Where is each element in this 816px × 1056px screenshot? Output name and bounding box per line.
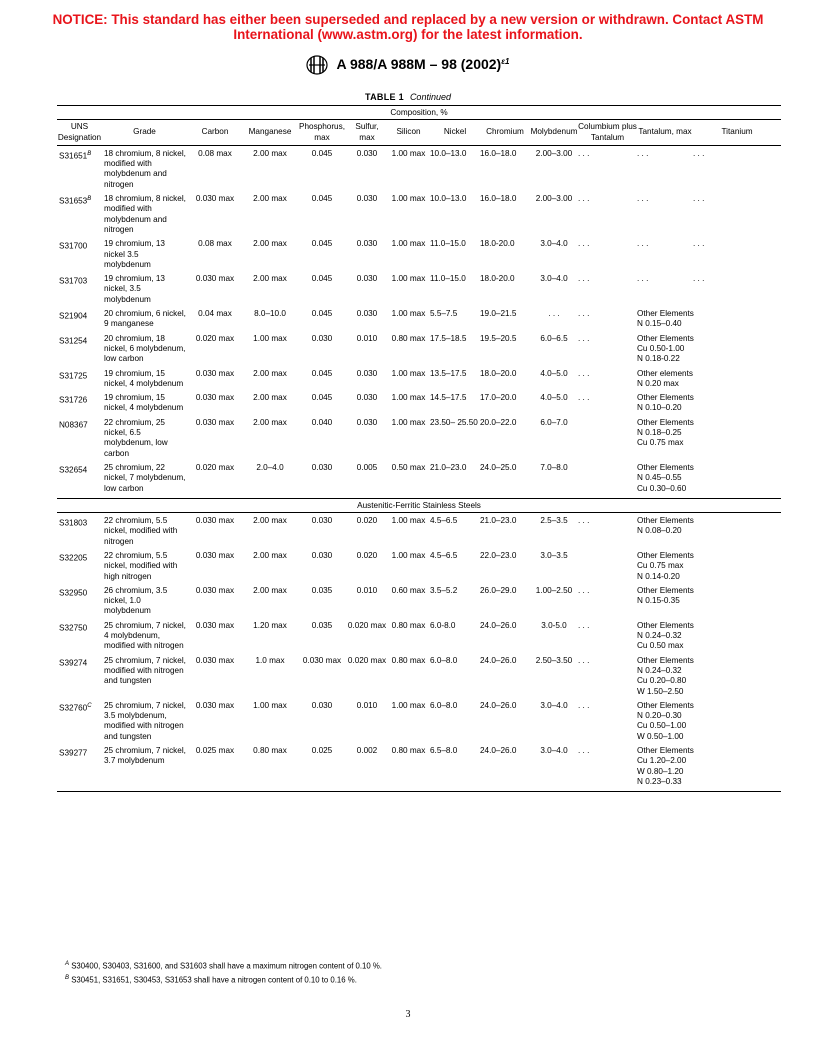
column-header: Carbon	[187, 120, 243, 146]
cell-c: 0.030 max	[195, 194, 235, 204]
table-row	[57, 746, 781, 792]
cell-s: 0.030	[356, 417, 378, 427]
column-header: Titanium	[693, 120, 781, 146]
uns-cell: S31703	[59, 276, 88, 286]
cell-si: 1.00 max	[391, 309, 426, 319]
column-header: Phosphorus, max	[297, 120, 347, 146]
uns-cell: S31254	[59, 336, 88, 346]
cell-cb: . . .	[578, 148, 590, 158]
cell-s: 0.005	[356, 462, 378, 472]
cell-s: 0.030	[356, 274, 378, 284]
table-row	[57, 145, 781, 194]
cell-cr: 24.0–26.0	[480, 746, 530, 792]
table-row	[57, 418, 781, 463]
cell-mn: 2.00 max	[253, 274, 287, 284]
cell-mo: 6.0–7.0	[540, 417, 568, 427]
footnote-b	[65, 973, 357, 986]
grade-cell: 19 chromium, 15 nickel, 4 molybdenum	[104, 393, 184, 413]
cell-ta: Other elements N 0.20 max	[637, 368, 693, 388]
footnote-a	[65, 959, 382, 972]
uns-cell: S31803	[59, 518, 88, 528]
cell-cr: 18.0-20.0	[480, 274, 515, 284]
notice-line-1: NOTICE: This standard has either been superseded and replaced by a new version or withdrawn. Contact ASTM	[52, 12, 764, 27]
cell-c: 0.030 max	[195, 417, 235, 427]
table-row	[57, 309, 781, 334]
cell-s: 0.020	[356, 516, 378, 526]
cell-ta: Other Elements N 0.20–0.30 Cu 0.50–1.00 W 0.50–1.00	[637, 700, 694, 741]
cell-mo: 2.00–3.00	[535, 194, 573, 204]
cell-mo: 3.0–4.0	[540, 700, 568, 710]
cell-ta: . . .	[637, 274, 649, 284]
cell-ni: 5.5–7.5	[430, 309, 458, 319]
cell-s: 0.002	[347, 746, 387, 792]
grade-cell: 25 chromium, 22 nickel, 7 molybdenum, low carbon	[104, 462, 186, 493]
grade-cell: 19 chromium, 13 nickel, 3.5 molybdenum	[104, 274, 165, 304]
uns-cell: S39277	[57, 746, 102, 792]
column-header: Columbium plus Tantalum	[578, 120, 637, 146]
table-body	[57, 145, 781, 791]
grade-cell: 26 chromium, 3.5 nickel, 1.0 molybdenum	[104, 585, 168, 616]
cell-ni: 14.5–17.5	[430, 393, 467, 403]
cell-si: 1.00 max	[391, 368, 426, 378]
cell-ni: 4.5–6.5	[430, 516, 458, 526]
cell-cb: . . .	[578, 655, 590, 665]
cell-cb: . . .	[578, 585, 590, 595]
cell-mn: 1.0 max	[255, 655, 285, 665]
table-row	[57, 551, 781, 586]
cell-p: 0.045	[311, 274, 333, 284]
column-header: Silicon	[387, 120, 430, 146]
cell-si: 0.80 max	[391, 620, 426, 630]
cell-p: 0.045	[311, 368, 333, 378]
uns-cell: $S31653^B$	[59, 196, 92, 206]
composition-table	[57, 105, 781, 792]
cell-cb: . . .	[578, 333, 590, 343]
cell-si: 1.00 max	[391, 516, 426, 526]
cell-s: 0.020 max	[347, 655, 387, 665]
cell-c: 0.030 max	[195, 655, 235, 665]
cell-mn: 2.00 max	[253, 417, 287, 427]
cell-cr: 19.0–21.5	[480, 309, 517, 319]
section-header-row	[57, 498, 781, 512]
cell-s: 0.030	[356, 194, 378, 204]
cell-mo: 1.00–2.50	[535, 585, 573, 595]
grade-cell: 19 chromium, 13 nickel 3.5 molybdenum	[104, 239, 165, 269]
cell-ni: 6.0-8.0	[430, 620, 456, 630]
cell-si: 1.00 max	[391, 239, 426, 249]
footnote-b-mark: B	[65, 975, 70, 981]
uns-cell: S31726	[59, 395, 88, 405]
cell-p: 0.045	[311, 393, 333, 403]
uns-cell: N08367	[59, 420, 88, 430]
column-header: Sulfur, max	[347, 120, 387, 146]
cell-c: 0.030 max	[195, 393, 235, 403]
cell-ti: . . .	[693, 194, 705, 204]
cell-mo: 6.0–6.5	[540, 333, 568, 343]
cell-cb: . . .	[578, 274, 590, 284]
grade-cell: 18 chromium, 8 nickel, modified with molybdenum and nitrogen	[104, 194, 186, 234]
column-header: Tantalum, max	[637, 120, 693, 146]
cell-si: 0.80 max	[391, 333, 426, 343]
grade-cell: 25 chromium, 7 nickel, modified with nitrogen and tungsten	[104, 655, 186, 686]
cell-c: 0.030 max	[195, 700, 235, 710]
footnote-a-text: S30400, S30403, S31600, and S31603 shall have a maximum nitrogen content of 0.10 %.	[71, 961, 382, 971]
table-row	[57, 463, 781, 498]
table-caption-number: TABLE 1	[365, 92, 404, 102]
cell-mo: 4.0–5.0	[540, 393, 568, 403]
table-row	[57, 586, 781, 621]
table-row	[57, 369, 781, 394]
cell-mo: 4.0–5.0	[540, 368, 568, 378]
cell-mo: 2.00–3.00	[535, 148, 573, 158]
cell-cb: . . .	[578, 309, 590, 319]
column-header: UNS Designation	[57, 120, 102, 146]
cell-p: 0.030	[311, 700, 333, 710]
cell-ta: Other Elements N 0.15-0.35	[637, 585, 694, 606]
section-title: Austenitic-Ferritic Stainless Steels	[57, 498, 781, 512]
cell-cb: . . .	[578, 194, 590, 204]
uns-cell: S32205	[59, 553, 88, 563]
uns-cell: $S31651^B$	[59, 150, 92, 161]
cell-ti: . . .	[693, 239, 705, 249]
cell-mo: . . .	[548, 309, 560, 319]
cell-mn: 2.00 max	[253, 194, 287, 204]
epsilon-mark: ε1	[501, 57, 510, 66]
cell-p: 0.045	[311, 309, 333, 319]
cell-s: 0.010	[356, 333, 378, 343]
cell-s: 0.020	[356, 550, 378, 560]
cell-mo: 3.0–3.5	[540, 550, 568, 560]
cell-ta: Other Elements Cu 0.50-1.00 N 0.18-0.22	[637, 333, 694, 364]
cell-si: 1.00 max	[391, 700, 426, 710]
cell-mo: 3.0-5.0	[541, 620, 567, 630]
cell-c: 0.030 max	[195, 274, 235, 284]
cell-ta: Other Elements Cu 0.75 max N 0.14-0.20	[637, 550, 694, 581]
cell-mn: 2.00 max	[253, 585, 287, 595]
cell-ta: . . .	[637, 148, 649, 158]
uns-cell: S31700	[59, 242, 88, 251]
page-number: 3	[405, 1009, 411, 1020]
cell-s: 0.030	[356, 239, 378, 249]
column-header: Molybdenum	[530, 120, 578, 146]
footnote-a-mark: A	[65, 961, 70, 967]
table-row	[57, 621, 781, 656]
cell-ni: 21.0–23.0	[430, 462, 467, 472]
grade-cell: 25 chromium, 7 nickel, 4 molybdenum, modified with nitrogen	[104, 620, 186, 651]
cell-ta: Other Elements N 0.15–0.40	[637, 309, 694, 329]
cell-cr: 18.0-20.0	[480, 239, 515, 249]
cell-mn: 2.00 max	[253, 148, 287, 158]
cell-mo: 3.0–4.0	[540, 274, 568, 284]
cell-cr: 18.0–20.0	[480, 368, 517, 378]
cell-ta: Other Elements N 0.24–0.32 Cu 0.50 max	[637, 620, 694, 651]
cell-cr: 22.0–23.0	[480, 550, 517, 560]
cell-ni: 6.0–8.0	[430, 655, 458, 665]
table-row	[57, 334, 781, 369]
cell-cr: 24.0–26.0	[480, 655, 517, 665]
notice-line-2: International (www.astm.org) for the latest information.	[233, 27, 583, 42]
cell-si: 0.80 max	[391, 655, 426, 665]
cell-p: 0.030	[311, 462, 333, 472]
grade-cell: 19 chromium, 15 nickel, 4 molybdenum	[104, 368, 184, 388]
composition-header: Composition, %	[57, 106, 781, 120]
uns-cell: S21904	[59, 311, 88, 321]
grade-cell: 25 chromium, 7 nickel, 3.5 molybdenum, modified with nitrogen and tungsten	[104, 700, 186, 741]
cell-p: 0.045	[311, 148, 333, 158]
cell-c: 0.030 max	[195, 620, 235, 630]
table-row	[57, 239, 781, 274]
cell-p: 0.030	[311, 516, 333, 526]
column-header-row	[57, 120, 781, 146]
cell-cb	[578, 551, 637, 586]
uns-cell: S32950	[59, 588, 88, 598]
cell-ta: . . .	[637, 194, 649, 204]
cell-si: 1.00 max	[391, 550, 426, 560]
cell-si: 1.00 max	[391, 148, 426, 158]
uns-cell: S39274	[59, 658, 88, 668]
cell-cb: . . .	[578, 700, 590, 710]
cell-p: 0.035	[311, 585, 333, 595]
column-header: Manganese	[243, 120, 297, 146]
cell-cr: 24.0–26.0	[480, 700, 517, 710]
table-row	[57, 656, 781, 701]
cell-cr: 20.0–22.0	[480, 417, 517, 427]
grade-cell: 25 chromium, 7 nickel, 3.7 molybdenum	[102, 746, 187, 792]
cell-c: 0.020 max	[195, 462, 235, 472]
cell-mo: 3.0–4.0	[530, 746, 578, 792]
cell-c: 0.04 max	[198, 309, 232, 319]
table-row	[57, 274, 781, 309]
cell-s: 0.030	[356, 393, 378, 403]
cell-ta: Other Elements N 0.10–0.20	[637, 393, 694, 413]
cell-c: 0.030 max	[195, 368, 235, 378]
cell-ni: 23.50– 25.50	[430, 417, 478, 427]
cell-s: 0.030	[356, 309, 378, 319]
cell-ta: Other Elements N 0.18–0.25 Cu 0.75 max	[637, 417, 694, 448]
grade-cell: 18 chromium, 8 nickel, modified with molybdenum and nitrogen	[104, 148, 186, 189]
cell-ni: 17.5–18.5	[430, 333, 467, 343]
cell-cr: 24.0–26.0	[480, 620, 517, 630]
designation: A 988/A 988M – 98 (2002)	[336, 56, 502, 72]
cell-mn: 2.00 max	[253, 239, 287, 249]
cell-ni: 11.0–15.0	[430, 239, 466, 249]
cell-p: 0.045	[311, 194, 333, 204]
cell-ni: 10.0–13.0	[430, 148, 467, 158]
cell-si: 1.00 max	[391, 417, 426, 427]
cell-cr: 16.0–18.0	[480, 148, 517, 158]
cell-si: 0.60 max	[391, 585, 426, 595]
grade-cell: 22 chromium, 5.5 nickel, modified with nitrogen	[104, 516, 178, 546]
cell-s: 0.020 max	[347, 620, 387, 630]
cell-mn: 2.00 max	[253, 516, 287, 526]
cell-mn: 1.20 max	[253, 620, 287, 630]
uns-cell: S32654	[59, 465, 88, 475]
cell-ta: Other Elements N 0.08–0.20	[637, 516, 694, 536]
cell-mo: 3.0–4.0	[540, 239, 568, 249]
cell-cb	[578, 463, 637, 498]
cell-c: 0.08 max	[198, 239, 232, 249]
cell-mn: 2.0–4.0	[256, 462, 284, 472]
cell-ta: Other Elements N 0.45–0.55 Cu 0.30–0.60	[637, 462, 694, 493]
cell-ni: 10.0–13.0	[430, 194, 467, 204]
table-row	[57, 701, 781, 746]
cell-c: 0.08 max	[198, 148, 232, 158]
cell-s: 0.010	[356, 700, 378, 710]
cell-cb	[578, 418, 637, 463]
cell-mn: 2.00 max	[253, 368, 287, 378]
cell-si: 1.00 max	[391, 393, 426, 403]
cell-cb: . . .	[578, 746, 637, 792]
cell-cr: 17.0–20.0	[480, 393, 517, 403]
cell-c: 0.030 max	[195, 550, 235, 560]
cell-s: 0.010	[356, 585, 378, 595]
document-header	[0, 54, 816, 75]
cell-cb: . . .	[578, 393, 590, 403]
cell-p: 0.040	[311, 417, 333, 427]
column-header: Grade	[102, 120, 187, 146]
cell-ni: 6.0–8.0	[430, 700, 458, 710]
grade-cell: 20 chromium, 18 nickel, 6 molybdenum, low carbon	[104, 333, 186, 364]
grade-cell: 20 chromium, 6 nickel, 9 manganese	[104, 309, 186, 329]
table-caption	[0, 92, 816, 102]
column-header: Chromium	[480, 120, 530, 146]
cell-p: 0.030	[311, 550, 333, 560]
cell-p: 0.035	[311, 620, 333, 630]
cell-ta: . . .	[637, 239, 649, 249]
cell-cr: 24.0–25.0	[480, 462, 517, 472]
cell-s: 0.030	[356, 148, 378, 158]
cell-mo: 2.5–3.5	[540, 516, 568, 526]
table-row	[57, 513, 781, 551]
cell-mn: 1.00 max	[253, 700, 287, 710]
table-caption-continued: Continued	[409, 92, 451, 102]
cell-cr: 16.0–18.0	[480, 194, 517, 204]
cell-cb: . . .	[578, 368, 590, 378]
cell-ta: Other Elements Cu 1.20–2.00 W 0.80–1.20 N 0.23–0.33	[637, 746, 781, 792]
cell-ni: 4.5–6.5	[430, 550, 458, 560]
cell-mn: 2.00 max	[253, 550, 287, 560]
cell-mn: 0.80 max	[243, 746, 297, 792]
cell-mn: 2.00 max	[253, 393, 287, 403]
grade-cell: 22 chromium, 25 nickel, 6.5 molybdenum, low carbon	[104, 417, 168, 458]
cell-ta: Other Elements N 0.24–0.32 Cu 0.20–0.80 W 1.50–2.50	[637, 655, 694, 696]
cell-ni: 13.5–17.5	[430, 368, 467, 378]
cell-p: 0.030	[311, 333, 333, 343]
cell-ti: . . .	[693, 148, 705, 158]
cell-ni: 6.5–8.0	[430, 746, 480, 792]
cell-c: 0.030 max	[195, 585, 235, 595]
cell-mo: 7.0–8.0	[540, 462, 568, 472]
cell-s: 0.030	[356, 368, 378, 378]
cell-ni: 3.5–5.2	[430, 585, 458, 595]
cell-si: 0.80 max	[387, 746, 430, 792]
table-row	[57, 194, 781, 239]
uns-cell: $S32760^C$	[59, 702, 92, 713]
cell-cb: . . .	[578, 516, 590, 526]
cell-mn: 1.00 max	[253, 333, 287, 343]
cell-p: 0.045	[311, 239, 333, 249]
grade-cell: 22 chromium, 5.5 nickel, modified with high nitrogen	[104, 550, 178, 581]
column-header: Nickel	[430, 120, 480, 146]
uns-cell: S32750	[59, 623, 88, 633]
table-row	[57, 393, 781, 418]
cell-si: 1.00 max	[391, 274, 426, 284]
cell-c: 0.020 max	[195, 333, 235, 343]
cell-cb: . . .	[578, 620, 590, 630]
cell-c: 0.030 max	[195, 516, 235, 526]
cell-cb: . . .	[578, 239, 590, 249]
astm-logo-icon	[306, 55, 328, 75]
cell-c: 0.025 max	[187, 746, 243, 792]
cell-ni: 11.0–15.0	[430, 274, 466, 284]
cell-cr: 19.5–20.5	[480, 333, 517, 343]
cell-si: 1.00 max	[391, 194, 426, 204]
cell-mo: 2.50–3.50	[535, 655, 573, 665]
footnote-b-text: S30451, S31651, S30453, S31653 shall have a nitrogen content of 0.10 to 0.16 %.	[71, 975, 357, 985]
cell-cr: 21.0–23.0	[480, 516, 517, 526]
cell-p: 0.025	[297, 746, 347, 792]
cell-mn: 8.0–10.0	[254, 309, 286, 319]
withdrawal-notice	[0, 12, 816, 42]
cell-p: 0.030 max	[302, 655, 342, 665]
uns-cell: S31725	[59, 371, 88, 381]
cell-cr: 26.0–29.0	[480, 585, 517, 595]
cell-si: 0.50 max	[391, 462, 426, 472]
cell-ti: . . .	[693, 274, 705, 284]
